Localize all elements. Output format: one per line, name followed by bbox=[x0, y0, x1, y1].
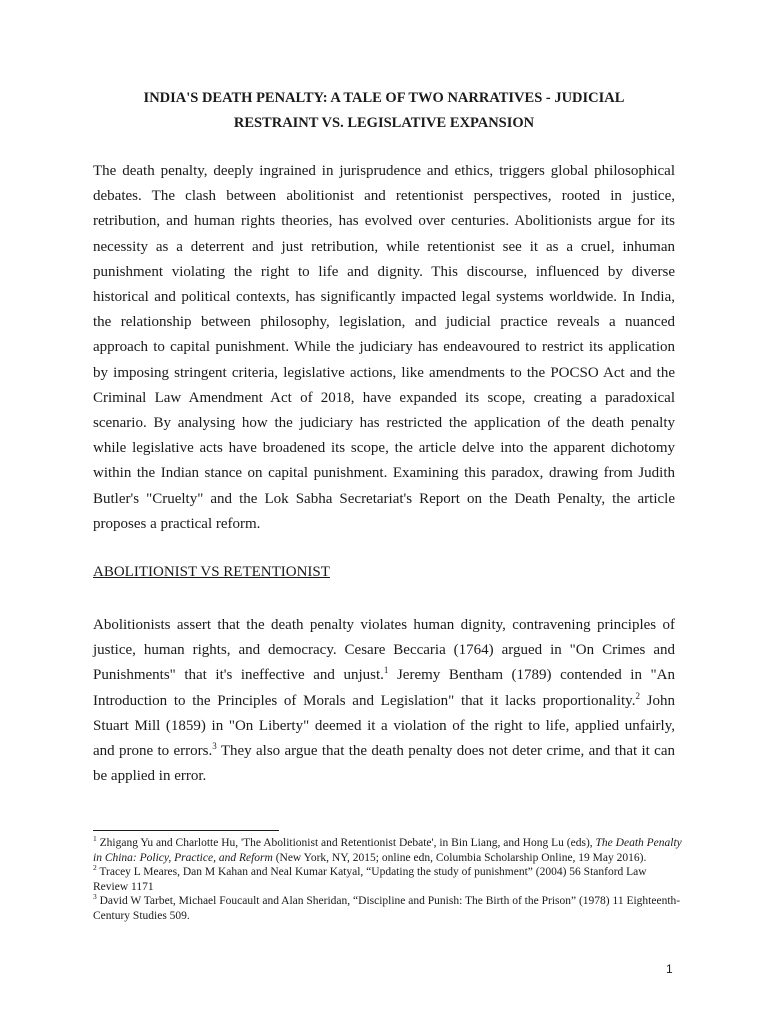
footnote-ref-1[interactable]: 1 bbox=[383, 665, 389, 676]
footnotes bbox=[93, 836, 683, 923]
footnote-ref-2[interactable]: 2 bbox=[635, 690, 640, 701]
section-text: They also argue that the death penalty does not deter crime, and that it can bbox=[216, 743, 675, 760]
section-line bbox=[93, 739, 675, 764]
intro-line: debates. The clash between abolitionist and retentionist perspectives, rooted in justice, bbox=[93, 188, 675, 205]
page-number: 1 bbox=[666, 962, 673, 976]
section-heading: ABOLITIONIST VS RETENTIONIST bbox=[93, 564, 330, 580]
title-line-2: RESTRAINT VS. LEGISLATIVE EXPANSION bbox=[233, 115, 535, 131]
section-paragraph bbox=[93, 613, 675, 789]
section-line: Abolitionists assert that the death penalty violates human dignity, contravening principles of bbox=[93, 617, 675, 633]
footnote-text: (New York, NY, 2015; online edn, Columbia Scholarship Online, 19 May 2016). bbox=[272, 851, 647, 864]
section-text: Punishments" that it's ineffective and unjust. bbox=[93, 667, 384, 684]
footnote-1 bbox=[93, 836, 683, 865]
section-line bbox=[93, 689, 675, 714]
intro-line: punishment violating the right to life and dignity. This discourse, influenced by diverse bbox=[93, 263, 675, 280]
intro-line: proposes a practical reform. bbox=[93, 515, 261, 532]
footnote-book-title: The Death Penalty in China: Policy, Practice, and Reform bbox=[93, 837, 682, 864]
section-text: and prone to errors. bbox=[93, 743, 213, 760]
footnote-number: 1 bbox=[93, 834, 97, 844]
section-line: justice, human rights, and democracy. Cesare Beccaria (1764) argued in "On Crimes and bbox=[93, 642, 675, 659]
footnote-number: 3 bbox=[93, 892, 97, 902]
section-line: Stuart Mill (1859) in "On Liberty" deemed it a violation of the right to life, applied unfairly, bbox=[93, 717, 675, 734]
intro-line: Butler's "Cruelty" and the Lok Sabha Secretariat's Report on the Death Penalty, the article bbox=[93, 490, 675, 507]
footnote-text: Tracey L Meares, Dan M Kahan and Neal Kumar Katyal, “Updating the study of punishment” (2004) 56 Stanford Law Review 1171 bbox=[93, 866, 647, 893]
intro-line: by imposing stringent criteria, legislative actions, like amendments to the POCSO Act and the bbox=[93, 364, 675, 381]
section-line: be applied in error. bbox=[93, 768, 207, 785]
intro-line: while legislative acts have broadened its scope, the article delve into the apparent dichotomy bbox=[93, 440, 675, 457]
intro-line: retribution, and human rights theories, has evolved over centuries. Abolitionists argue for its bbox=[93, 213, 675, 230]
footnote-number: 2 bbox=[93, 863, 97, 873]
footnote-text: Zhigang Yu and Charlotte Hu, 'The Abolitionist and Retentionist Debate', in Bin Liang, and Hong Lu (eds), bbox=[96, 837, 596, 849]
intro-line: necessity as a deterrent and just retribution, while retentionist see it as a cruel, inhuman bbox=[93, 238, 675, 255]
footnote-ref-3[interactable]: 3 bbox=[212, 741, 217, 752]
title-line-1: INDIA'S DEATH PENALTY: A TALE OF TWO NARRATIVES - JUDICIAL bbox=[143, 90, 625, 106]
intro-line: Criminal Law Amendment Act of 2018, have expanded its scope, creating a paradoxical bbox=[93, 389, 675, 406]
section-text: Introduction to the Principles of Morals and Legislation" that it lacks proportionality. bbox=[93, 692, 636, 709]
footnote-text: David W Tarbet, Michael Foucault and Alan Sheridan, “Discipline and Punish: The Birth of the Prison” (1978) 11 Eighteenth-Century Studies 509. bbox=[93, 895, 681, 922]
intro-paragraph bbox=[93, 159, 675, 537]
intro-line: historical and political contexts, has significantly impacted legal systems worldwide. In India, bbox=[93, 289, 675, 306]
intro-line: The death penalty, deeply ingrained in jurisprudence and ethics, triggers global philosophical bbox=[93, 163, 675, 179]
intro-line: approach to capital punishment. While the judiciary has endeavoured to restrict its application bbox=[93, 339, 675, 356]
document-title bbox=[93, 86, 675, 136]
section-line bbox=[93, 663, 675, 688]
intro-line: the relationship between philosophy, legislation, and judicial practice reveals a nuanced bbox=[93, 314, 675, 331]
section-text: Jeremy Bentham (1789) contended in "An bbox=[388, 667, 675, 684]
footnote-separator bbox=[93, 830, 279, 831]
intro-line: scenario. By analysing how the judiciary has restricted the application of the death penalty bbox=[93, 415, 675, 432]
footnote-2 bbox=[93, 865, 683, 894]
footnote-3 bbox=[93, 894, 683, 923]
section-text: John bbox=[639, 692, 675, 709]
intro-line: within the Indian stance on capital punishment. Examining this paradox, drawing from Judith bbox=[93, 465, 675, 482]
